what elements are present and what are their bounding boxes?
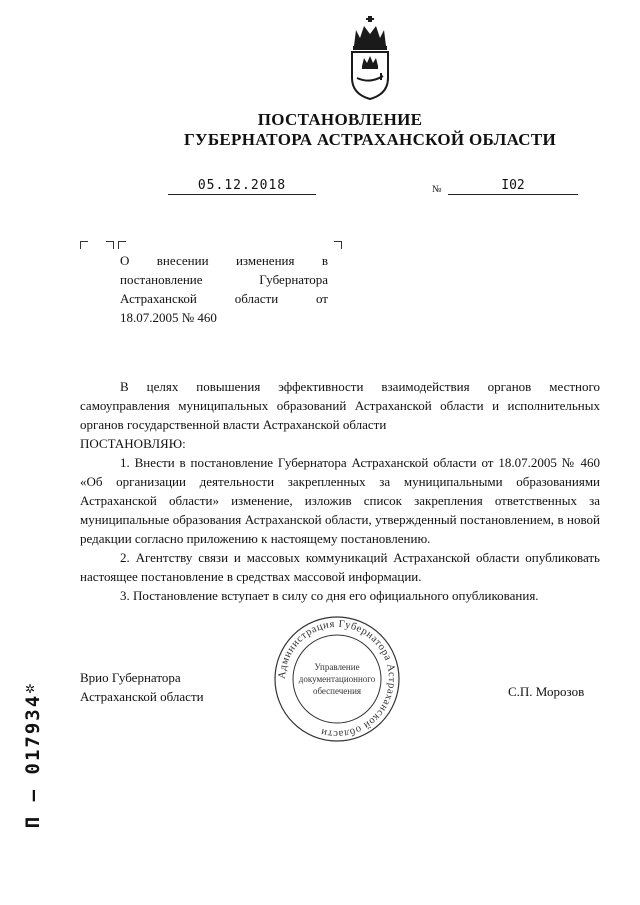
item-2-paragraph: 2. Агентству связи и массовых коммуникаций Астраханской области опубликовать настоящее постановление в средствах массовой информации. bbox=[80, 550, 600, 584]
subject-line: постановление Губернатора bbox=[120, 272, 328, 287]
document-date: 05.12.2018 bbox=[168, 178, 316, 195]
right-corner-mark bbox=[334, 241, 342, 249]
official-stamp bbox=[272, 614, 402, 744]
left-corner-mark bbox=[80, 241, 88, 249]
issuer-title: ГУБЕРНАТОРА АСТРАХАНСКОЙ ОБЛАСТИ bbox=[183, 130, 557, 149]
subject-corner-mark-left bbox=[106, 241, 114, 249]
document-type-title: ПОСТАНОВЛЕНИЕ bbox=[257, 110, 423, 129]
asterisk-mark-icon: ✲ bbox=[25, 682, 36, 696]
signatory-name: С.П. Морозов bbox=[508, 684, 585, 699]
stamp-inner-line: Управление bbox=[314, 662, 360, 672]
subject-line: 18.07.2005 № 460 bbox=[120, 310, 217, 325]
serial-number: П – 017934 bbox=[22, 693, 44, 829]
number-sign: № bbox=[432, 184, 442, 195]
stamp-inner-line: обеспечения bbox=[312, 686, 362, 696]
preamble-paragraph: В целях повышения эффективности взаимодействия органов местного самоуправления муниципальных образований Астраханской области и исполнительных органов государственной власти Астраханской области bbox=[80, 379, 600, 432]
signatory-position bbox=[80, 668, 204, 706]
stamp-outer-text: Администрация Губернатора Астраханской области bbox=[276, 618, 398, 740]
position-line: Врио Губернатора bbox=[80, 670, 181, 685]
document-body bbox=[80, 377, 600, 605]
astrakhan-coat-of-arms-icon bbox=[347, 16, 393, 100]
subject-line: О внесении изменения в bbox=[120, 253, 328, 268]
stamp-inner-line: документационного bbox=[298, 674, 376, 684]
item-1-paragraph: 1. Внести в постановление Губернатора Астраханской области от 18.07.2005 № 460 «Об организации деятельности закрепленных за муниципальными образованиями Астраханской области» изменение, изложив список закрепления ответственных за муниципальные образования Астраханской области, утвержденный постановлением, в новой редакции согласно приложению к настоящему постановлению. bbox=[80, 455, 600, 546]
resolve-heading: ПОСТАНОВЛЯЮ: bbox=[80, 436, 186, 451]
subject-corner-mark-right bbox=[118, 241, 126, 249]
position-line: Астраханской области bbox=[80, 689, 204, 704]
document-number: I02 bbox=[448, 178, 578, 195]
item-3-paragraph: 3. Постановление вступает в силу со дня его официального опубликования. bbox=[120, 588, 539, 603]
document-subject bbox=[120, 251, 328, 327]
form-serial-code bbox=[14, 680, 48, 860]
subject-line: Астраханской области от bbox=[120, 291, 328, 306]
